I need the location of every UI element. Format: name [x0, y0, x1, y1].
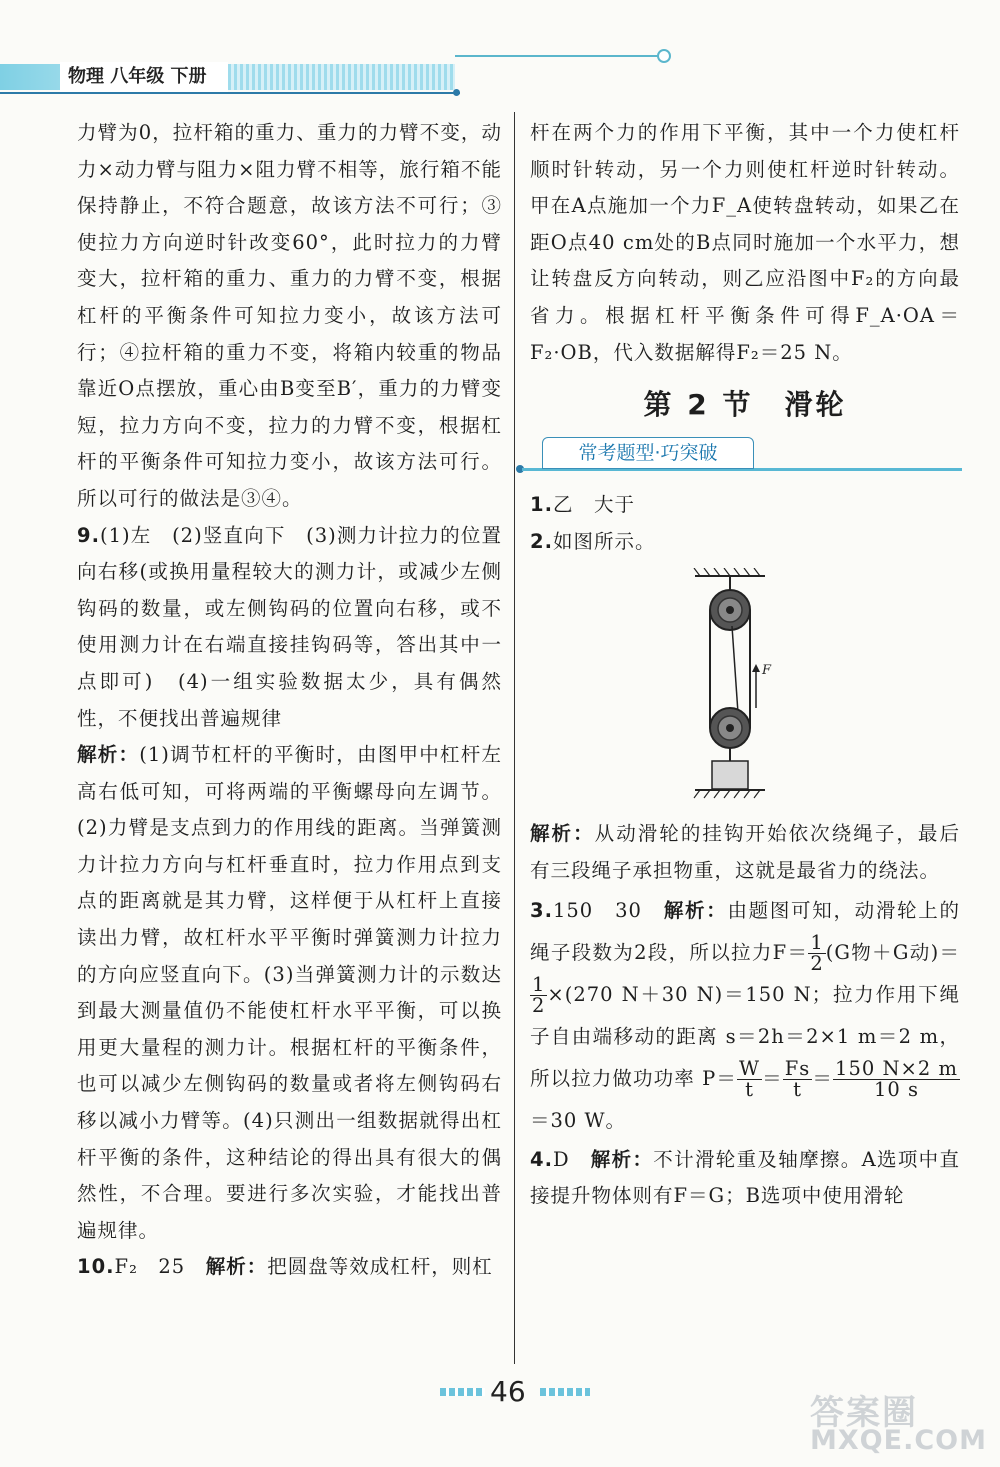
question-3: [530, 890, 960, 1142]
analysis-label: 解析：: [530, 822, 595, 846]
question-number: 9.: [77, 523, 100, 547]
fraction-w-over-t: $\frac{W}{t}$: [739, 1056, 761, 1101]
analysis-text: (1)调节杠杆的平衡时，由图甲中杠杆左高右低可知，可将两端的平衡螺母向左调节。(2)力臂是支点到力的作用线的距离。当弹簧测力计拉力方向与杠杆垂直时，拉力作用点到支点的距离就是其力臂，这样便于从杠杆上直接读出力臂，故杠杆水平平衡时弹簧测力计拉力的方向应竖直向下。(3)当弹簧测力计的示数达到最大测量值仍不能使杠杆水平平衡，可以换用更大量程的测力计。根据杠杆的平衡条件，也可以减少左侧钩码的数量或者将左侧钩码右移以减小力臂等。(4)只测出一组数据就得出杠杆平衡的条件，这种结论的得出具有很大的偶然性，不合理。要进行多次实验，才能找出普遍规律。: [77, 743, 502, 1242]
question-number: 10.: [77, 1255, 115, 1279]
question-1: [530, 487, 960, 524]
page-number: 46: [490, 1375, 526, 1408]
answer-text: D: [552, 1147, 591, 1171]
section-title: 第 2 节 滑轮: [643, 388, 847, 422]
question-2: [530, 524, 960, 561]
answer-text: 乙 大于: [552, 493, 635, 517]
question-number: 2.: [530, 529, 553, 553]
analysis-text-1: 由题图可知，动滑轮上的绳子段数为2段，所以拉力F＝: [530, 898, 960, 964]
tag-label: 常考题型·巧突破: [542, 437, 754, 469]
header-dot: [657, 49, 671, 63]
question-10: [77, 1249, 502, 1286]
force-label: F: [762, 663, 772, 679]
analysis-text: 从动滑轮的挂钩开始依次绕绳子，最后有三段绳子承担物重，这就是最省力的绕法。: [530, 822, 960, 882]
answer-text: 如图所示。: [552, 529, 656, 553]
analysis-text-3: ×(270 N＋30 N)＝150 N；拉力作用下绳子自由端移动的距离 s＝2h＝2×1 m＝2 m，所以拉力做功功率 P＝: [530, 982, 960, 1090]
watermark: [810, 1385, 990, 1460]
question-number: 4.: [530, 1147, 553, 1171]
question-number: 3.: [530, 898, 553, 922]
answer-text: 150 30: [552, 898, 664, 922]
header-line: [455, 55, 660, 57]
watermark-badge: 答案圈: [810, 1393, 918, 1433]
question-4: [530, 1142, 960, 1215]
analysis-label: 解析：: [663, 898, 728, 922]
continued-analysis: 力臂为0，拉杆箱的重力、重力的力臂不变，动力×动力臂与阻力×阻力臂不相等，旅行箱不能保持静止，不符合题意，故该方法不可行；③使拉力方向逆时针改变60°，此时拉力的力臂变大，拉杆箱的重力、重力的力臂不变，根据杠杆的平衡条件可知拉力变小，故该方法可行；④拉杆箱的重力不变，将箱内较重的物品靠近O点摆放，重心由B变至B′，重力的力臂变短，拉力方向不变，拉力的力臂不变，根据杠杆的平衡条件可知拉力变小，故该方法可行。所以可行的做法是③④。: [77, 121, 502, 510]
answer-text: (1)左 (2)竖直向下 (3)测力计拉力的位置向右移(或换用量程较大的测力计，或减少左侧钩码的数量，或左侧钩码的位置向右移，或不使用测力计在右端直接挂钩码等，答出其中一点即可) (4)一组实验数据太少，具有偶然性，不便找出普遍规律: [77, 523, 502, 730]
right-column: [530, 115, 960, 1215]
header-underline-dot: [453, 89, 460, 96]
analysis-label: 解析：: [590, 1147, 654, 1171]
header-band-pattern: [228, 64, 455, 90]
footer-decoration-left: [440, 1388, 485, 1396]
question-9: [77, 518, 502, 738]
fraction-half-2: $\frac{1}{2}$: [532, 972, 546, 1017]
fraction-values: $\frac{150 N\times 2 m}{10 s}$: [835, 1056, 958, 1101]
question-10-continued: 杆在两个力的作用下平衡，其中一个力使杠杆顺时针转动，另一个力则使杠杆逆时针转动。甲在A点施加一个力F_A使转盘转动，如果乙在距O点40 cm处的B点同时施加一个水平力，想让转盘反方向转动，则乙应沿图中F₂的方向最省力。根据杠杆平衡条件可得F_A·OA＝F₂·OB，代入数据解得F₂＝25 N。: [530, 121, 960, 364]
footer-decoration-right: [540, 1388, 590, 1396]
fraction-fs-over-t: $\frac{Fs}{t}$: [784, 1056, 811, 1101]
question-number: 1.: [530, 493, 553, 517]
watermark-text: MXQE.COM: [810, 1425, 987, 1456]
book-title: 物理 八年级 下册: [60, 62, 228, 92]
answer-text: F₂ 25: [114, 1255, 206, 1279]
section-tag: [530, 437, 960, 473]
left-column: [77, 115, 502, 1286]
fraction-half: $\frac{1}{2}$: [810, 930, 824, 975]
analysis-label: 解析：: [77, 743, 140, 767]
equals: ＝: [812, 1066, 834, 1090]
question-2-analysis: [530, 816, 960, 889]
column-divider: [514, 112, 515, 1364]
analysis-text-2: (G物＋G动)＝: [825, 940, 960, 964]
analysis-text: 不计滑轮重及轴摩擦。A选项中直接提升物体则有F＝G；B选项中使用滑轮: [530, 1147, 960, 1208]
equals: ＝: [762, 1066, 783, 1090]
result: ＝30 W。: [530, 1108, 627, 1132]
analysis-label: 解析：: [205, 1255, 268, 1279]
header-underline: [0, 92, 460, 94]
page-header: [0, 44, 1000, 104]
question-9-analysis: [77, 737, 502, 1249]
analysis-text: 把圆盘等效成杠杆，则杠: [267, 1255, 493, 1279]
pulley-diagram: [690, 568, 780, 808]
